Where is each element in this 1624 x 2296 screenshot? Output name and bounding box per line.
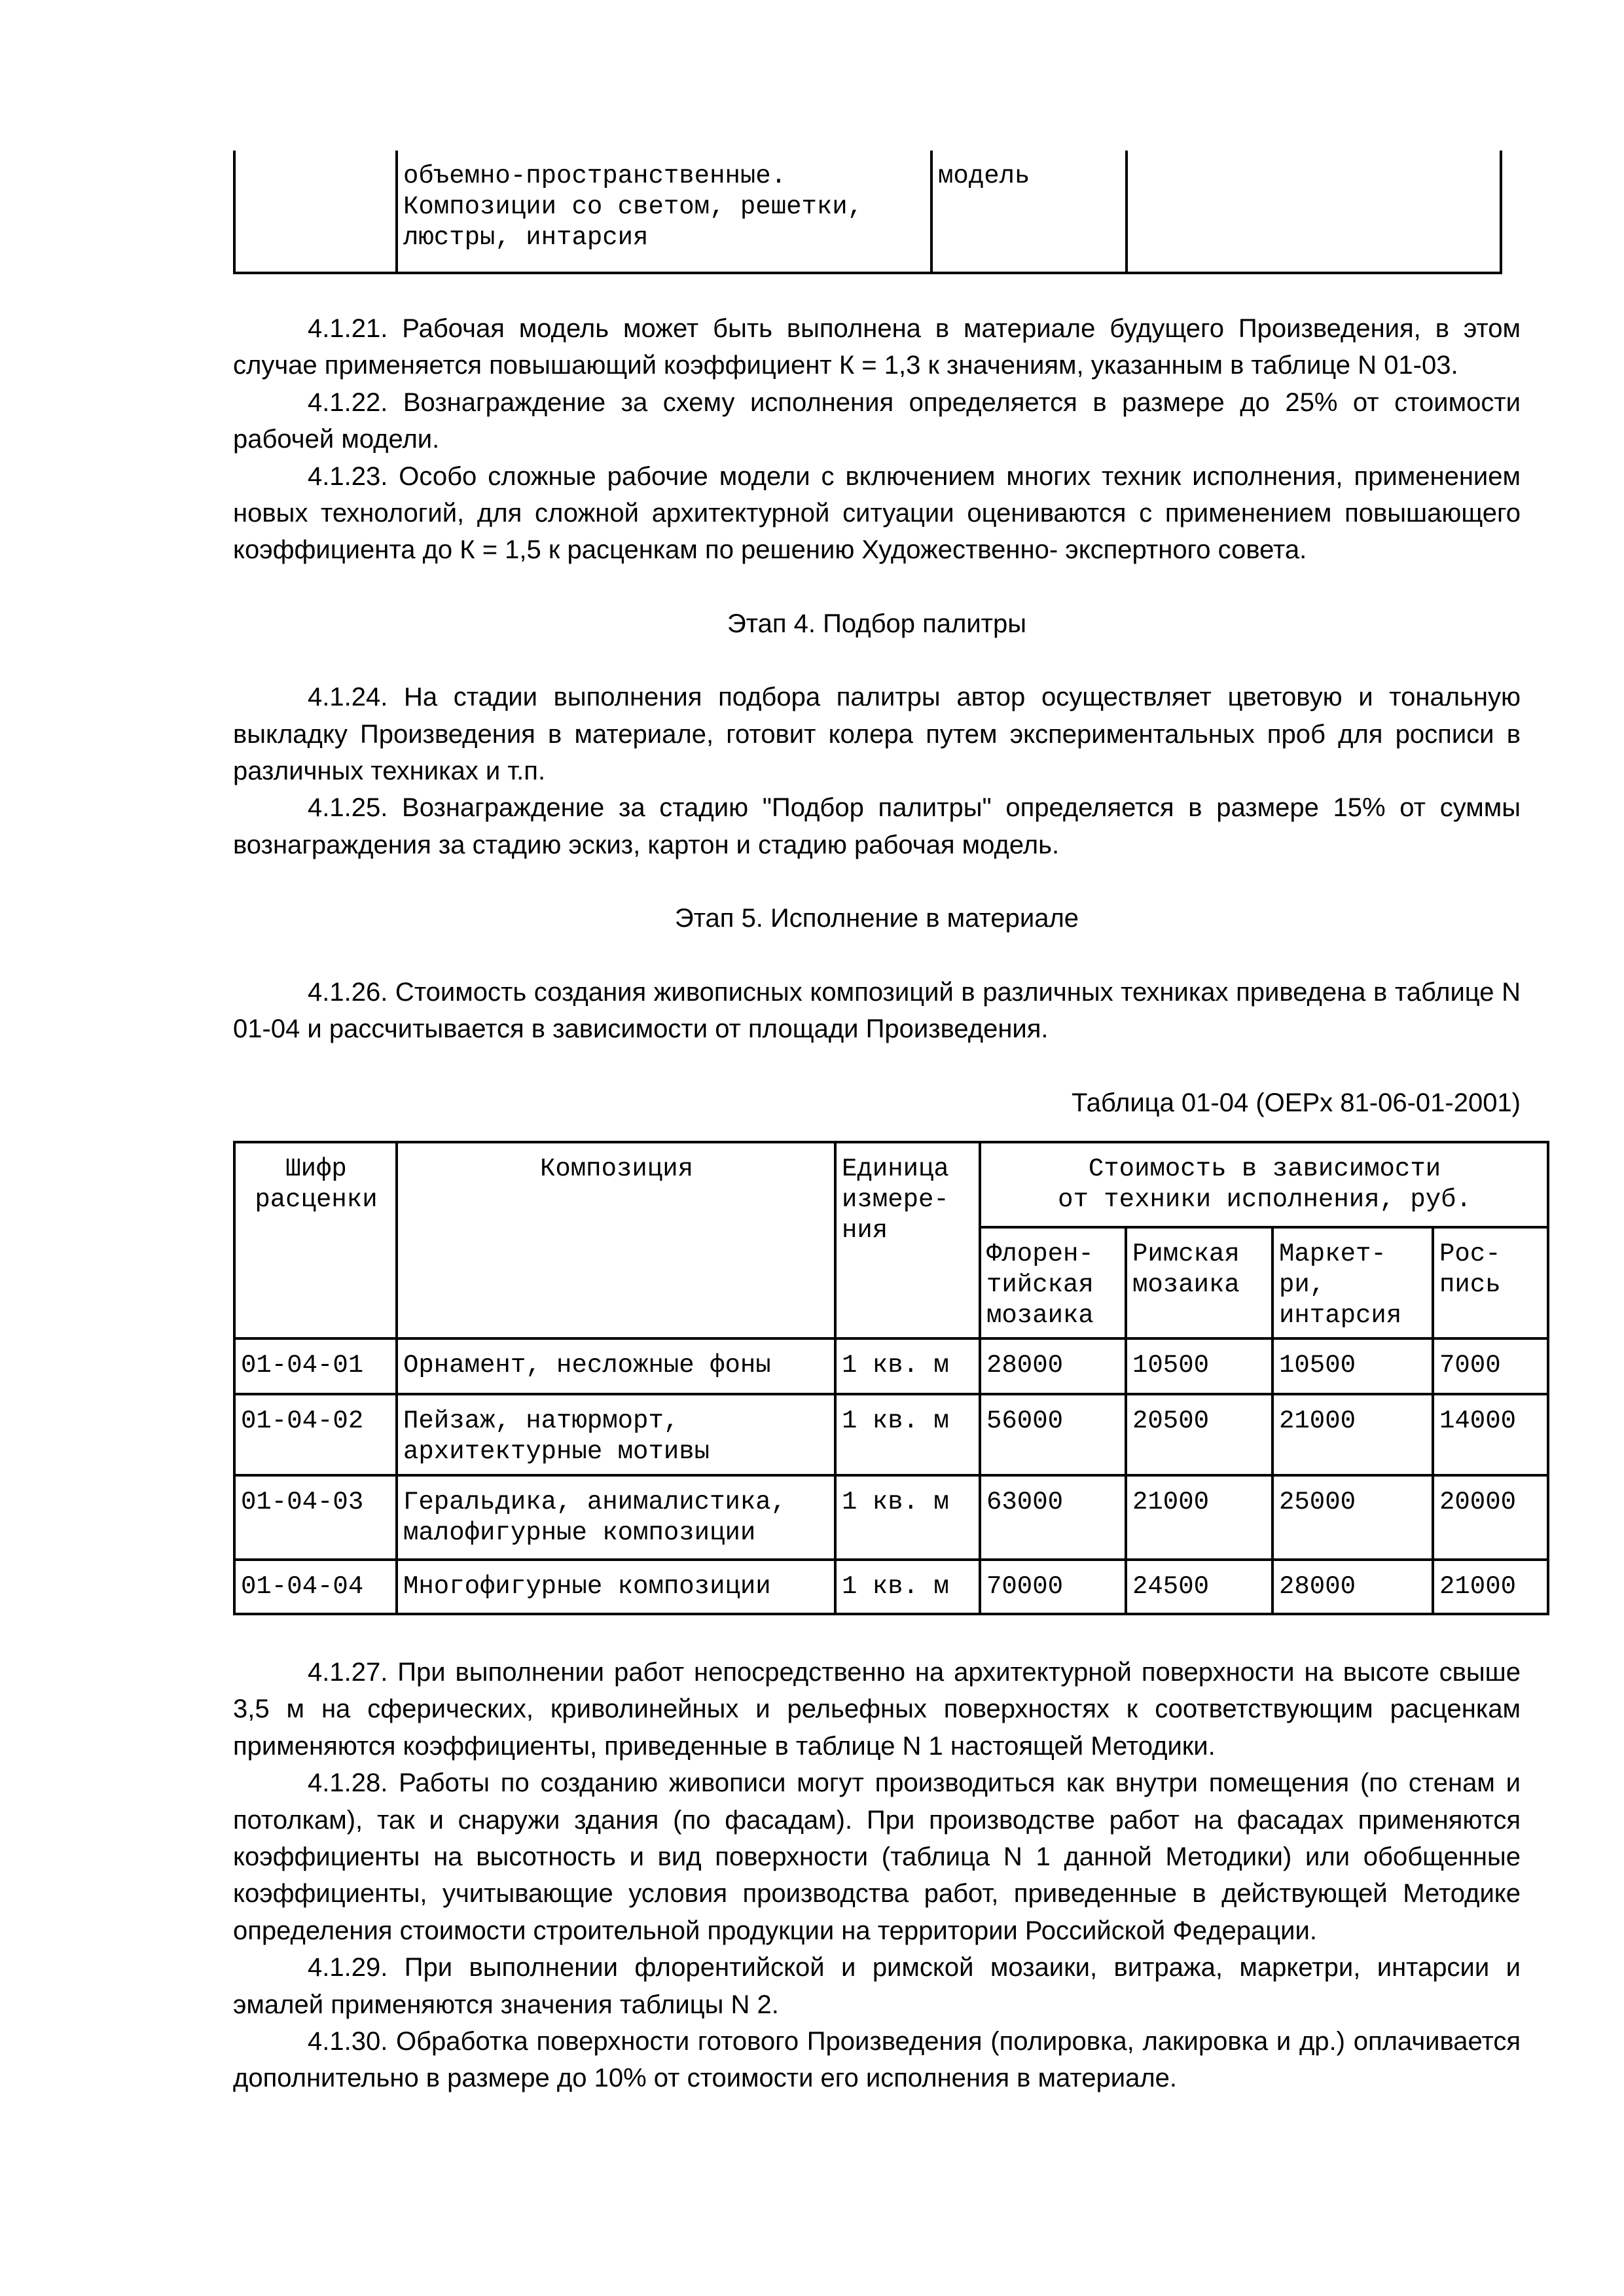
table-cell: Многофигурные композиции [397, 1560, 835, 1614]
table-cell: Пейзаж, натюрморт, архитектурные мотивы [397, 1394, 835, 1475]
header-painting: Рос- пись [1433, 1227, 1548, 1338]
paragraph-line: 4.1.27. При выполнении работ непосредственно на архитектурной поверхности на высоте [308, 1657, 1430, 1687]
table-cell [1127, 151, 1501, 273]
paragraph-line: 4.1.21. Рабочая модель может быть выполнена в материале будущего Произведения, в этом [308, 314, 1521, 343]
stage-5-heading: Этап 5. Исполнение в материале [674, 904, 1079, 933]
paragraph [233, 974, 1521, 1048]
paragraph [233, 789, 1521, 863]
table-cell: 20000 [1433, 1475, 1548, 1560]
table-row [234, 1560, 1548, 1614]
table-cell: 01-04-01 [234, 1338, 397, 1394]
table-cell: 14000 [1433, 1394, 1548, 1475]
table-cell: Орнамент, несложные фоны [397, 1338, 835, 1394]
paragraph [233, 1949, 1521, 2023]
table-header-row [234, 1142, 1548, 1227]
paragraph-line: 4.1.28. Работы по созданию живописи могут производиться как внутри помещения (по стенам [308, 1768, 1495, 1798]
table-cell: 01-04-02 [234, 1394, 397, 1475]
paragraph-line: рабочей модели. [233, 425, 440, 454]
table-cell: 56000 [980, 1394, 1126, 1475]
table-cell: 20500 [1126, 1394, 1272, 1475]
table-row [234, 1338, 1548, 1394]
paragraph [233, 458, 1521, 569]
header-composition: Композиция [397, 1142, 835, 1338]
paragraph-line: определения стоимости строительной продукции на территории Российской Федерации. [233, 1916, 1317, 1945]
paragraph-line: и потолкам), так и снаружи здания (по фасадам). При производстве работ на фасадах применяются [233, 1768, 1521, 1835]
table-cell: 63000 [980, 1475, 1126, 1560]
table-cell: 21000 [1126, 1475, 1272, 1560]
table-cell: 01-04-04 [234, 1560, 397, 1614]
paragraph-line: в различных техниках и т.п. [233, 719, 1521, 786]
header-code: Шифр расценки [234, 1142, 397, 1338]
paragraph-line: коэффициенты, учитывающие условия производства работ, приведенные в действующей Методике [233, 1879, 1521, 1909]
header-marquetry: Маркет- ри, интарсия [1272, 1227, 1433, 1338]
table-caption: Таблица 01-04 (ОЕРх 81-06-01-2001) [1071, 1088, 1521, 1117]
header-roman: Римская мозаика [1126, 1227, 1272, 1338]
table-cell: 01-04-03 [234, 1475, 397, 1560]
header-cost: Стоимость в зависимости от техники исполнения, руб. [980, 1142, 1548, 1227]
table-cell: 25000 [1272, 1475, 1433, 1560]
paragraph-line: применением повышающего коэффициента до К = 1,5 к расценкам по решению Художественно- [233, 499, 1521, 565]
paragraph-line: 4.1.25. Вознаграждение за стадию "Подбор палитры" определяется в размере 15% от суммы [308, 793, 1521, 823]
table-cell [234, 151, 397, 273]
paragraph-line: 4.1.26. Стоимость создания живописных композиций в различных техниках приведена в [308, 977, 1388, 1007]
table-cell: 1 кв. м [835, 1394, 980, 1475]
paragraph-line: применением новых технологий, для сложной архитектурной ситуации оцениваются с [233, 461, 1521, 528]
paragraph-line: случае применяется повышающий коэффициент К = 1,3 к значениям, указанным в таблице N 01-03. [233, 351, 1458, 380]
paragraph [233, 679, 1521, 789]
paragraph [233, 310, 1521, 384]
table-cell: объемно-пространственные. Композиции со светом, решетки, люстры, интарсия [397, 151, 931, 273]
price-table [233, 1141, 1549, 1615]
paragraph [233, 1765, 1521, 1949]
table-cell: 1 кв. м [835, 1560, 980, 1614]
paragraph-line: оплачивается дополнительно в размере до 10% от стоимости его исполнения в материале. [233, 2026, 1521, 2093]
table-cell: 7000 [1433, 1338, 1548, 1394]
table-cell: 1 кв. м [835, 1475, 980, 1560]
paragraph [233, 1654, 1521, 1765]
header-unit: Единица измере- ния [835, 1142, 980, 1338]
paragraph-line: 4.1.23. Особо сложные рабочие модели с включением многих техник исполнения, [308, 461, 1343, 491]
table-row [234, 1475, 1548, 1560]
paragraph-line: свыше 3,5 м на сферических, криволинейных и рельефных поверхностях к соответствующим [233, 1657, 1521, 1724]
paragraph [233, 384, 1521, 458]
paragraph-line: 4.1.22. Вознаграждение за схему исполнения определяется в размере до 25% от стоимости [308, 387, 1521, 417]
table-cell: 70000 [980, 1560, 1126, 1614]
table-cell: 21000 [1272, 1394, 1433, 1475]
stage-4-heading: Этап 4. Подбор палитры [727, 609, 1026, 638]
table-cell: 10500 [1126, 1338, 1272, 1394]
paragraph-line: коэффициенты на высотность и вид поверхности (таблица N 1 данной Методики) или обобщенные [233, 1842, 1521, 1871]
table-row [234, 151, 1501, 273]
paragraph-line: эмалей применяются значения таблицы N 2. [233, 1990, 779, 2019]
paragraph-line: таблице N 01-04 и рассчитывается в зависимости от площади Произведения. [233, 977, 1521, 1044]
paragraph-line: 4.1.29. При выполнении флорентийской и римской мозаики, витража, маркетри, интарсии и [308, 1953, 1521, 1982]
table-cell: 28000 [980, 1338, 1126, 1394]
paragraph-line: расценкам применяются коэффициенты, приведенные в таблице N 1 настоящей Методики. [233, 1695, 1521, 1761]
paragraph-line: вознаграждения за стадию эскиз, картон и стадию рабочая модель. [233, 830, 1060, 859]
paragraph [233, 2023, 1521, 2097]
paragraph-line: 4.1.24. На стадии выполнения подбора палитры автор осуществляет цветовую и тональную [308, 683, 1521, 712]
table-cell: 1 кв. м [835, 1338, 980, 1394]
table-cell: 24500 [1126, 1560, 1272, 1614]
paragraph-line: выкладку Произведения в материале, готовит колера путем экспериментальных проб для росписи [233, 719, 1494, 749]
continued-table [233, 151, 1502, 274]
table-cell: 28000 [1272, 1560, 1433, 1614]
table-cell: 21000 [1433, 1560, 1548, 1614]
header-florentine: Флорен- тийская мозаика [980, 1227, 1126, 1338]
table-cell: модель [931, 151, 1127, 273]
table-cell: 10500 [1272, 1338, 1433, 1394]
table-cell: Геральдика, анималистика, малофигурные композиции [397, 1475, 835, 1560]
paragraph-line: 4.1.30. Обработка поверхности готового Произведения (полировка, лакировка и др.) [308, 2026, 1345, 2056]
paragraph-line: экспертного совета. [1065, 535, 1307, 565]
table-row [234, 1394, 1548, 1475]
